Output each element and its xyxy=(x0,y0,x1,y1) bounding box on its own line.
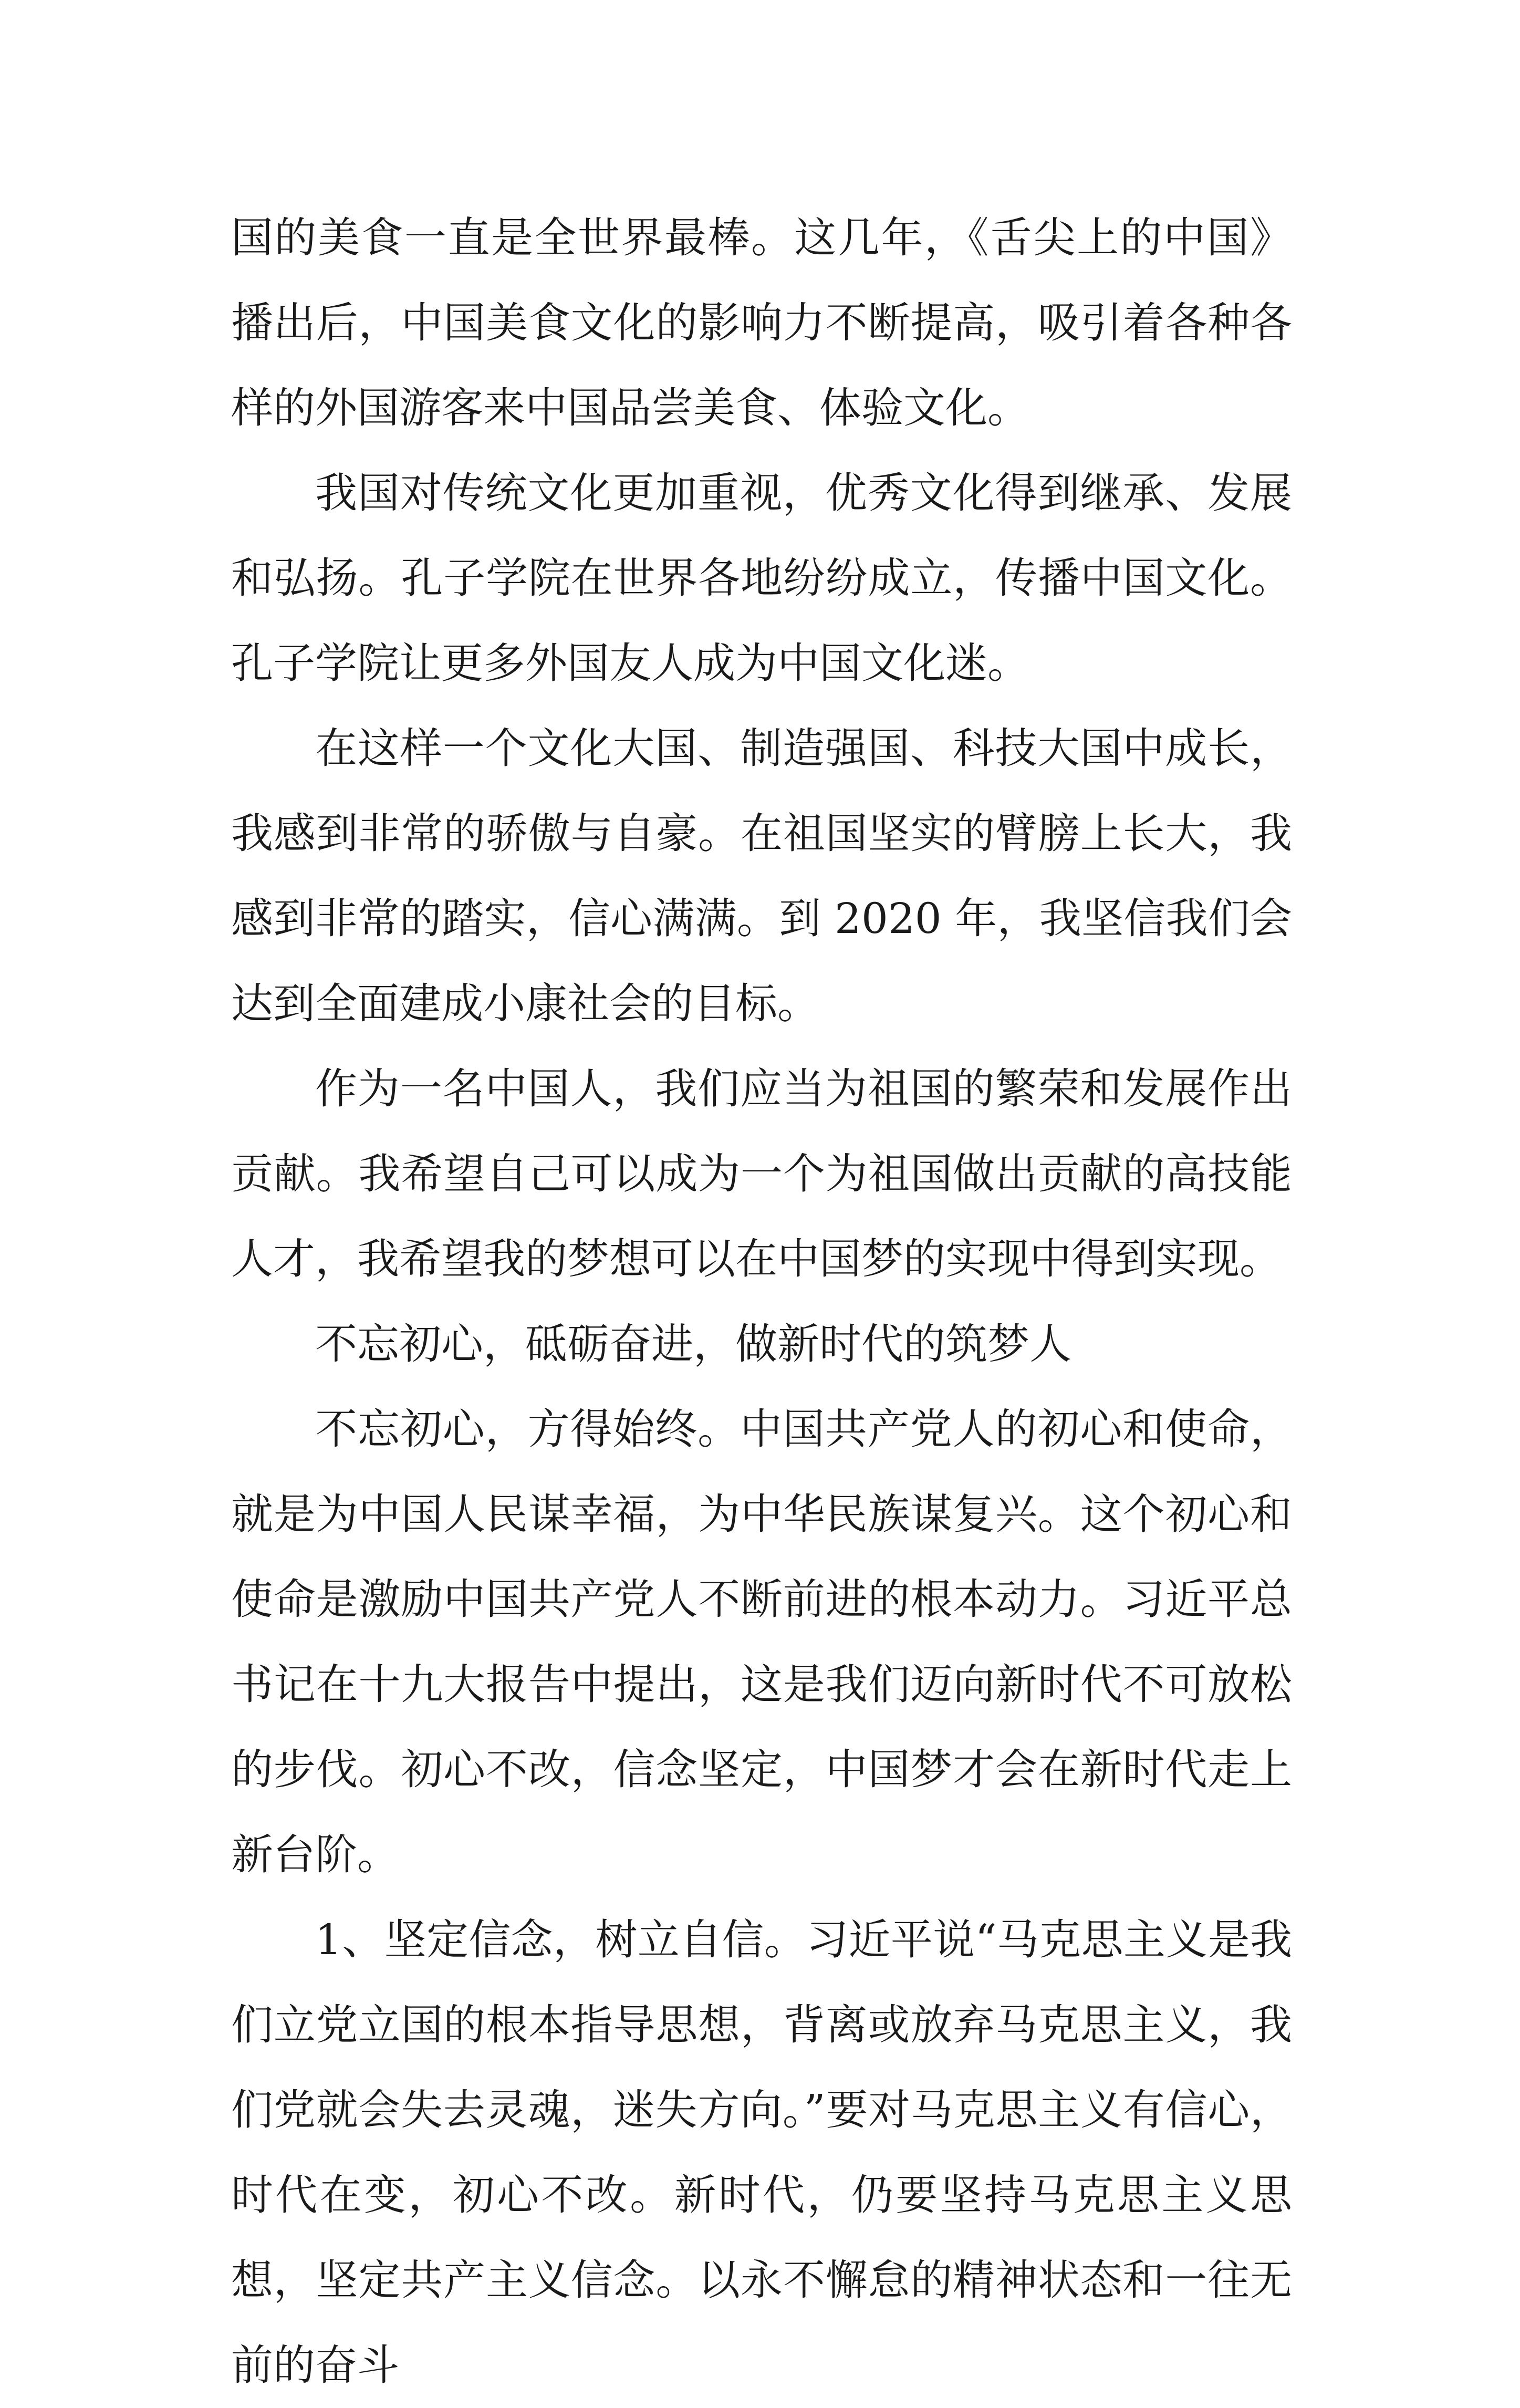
paragraph-contribution: 作为一名中国人，我们应当为祖国的繁荣和发展作出贡献。我希望自己可以成为一个为祖国做出贡献的高技能人才，我希望我的梦想可以在中国梦的实现中得到实现。 xyxy=(231,1064,1292,1283)
section-heading: 不忘初心，砥砺奋进，做新时代的筑梦人 xyxy=(315,1320,1071,1368)
document-body xyxy=(231,195,1292,2408)
paragraph-point-one: 1、坚定信念，树立自信。习近平说“马克思主义是我们立党立国的根本指导思想，背离或放弃马克思主义，我们党就会失去灵魂，迷失方向。”要对马克思主义有信心，时代在变，初心不改。新时代，仍要坚持马克思主义思想，坚定共产主义信念。以永不懈怠的精神状态和一往无前的奋斗 xyxy=(231,1915,1292,2390)
paragraph-pride: 在这样一个文化大国、制造强国、科技大国中成长，我感到非常的骄傲与自豪。在祖国坚实的臂膀上长大，我感到非常的踏实，信心满满。到 2020 年，我坚信我们会达到全面建成小康社会的目标。 xyxy=(231,724,1292,1028)
paragraph-food-culture: 国的美食一直是全世界最棒。这几年，《舌尖上的中国》播出后，中国美食文化的影响力不断提高，吸引着各种各样的外国游客来中国品尝美食、体验文化。 xyxy=(231,213,1292,432)
paragraph-traditional-culture: 我国对传统文化更加重视，优秀文化得到继承、发展和弘扬。孔子学院在世界各地纷纷成立，传播中国文化。孔子学院让更多外国友人成为中国文化迷。 xyxy=(231,469,1292,688)
paragraph-original-aspiration: 不忘初心，方得始终。中国共产党人的初心和使命，就是为中国人民谋幸福，为中华民族谋复兴。这个初心和使命是激励中国共产党人不断前进的根本动力。习近平总书记在十九大报告中提出，这是我们迈向新时代不可放松的步伐。初心不改，信念坚定，中国梦才会在新时代走上新台阶。 xyxy=(231,1405,1292,1879)
